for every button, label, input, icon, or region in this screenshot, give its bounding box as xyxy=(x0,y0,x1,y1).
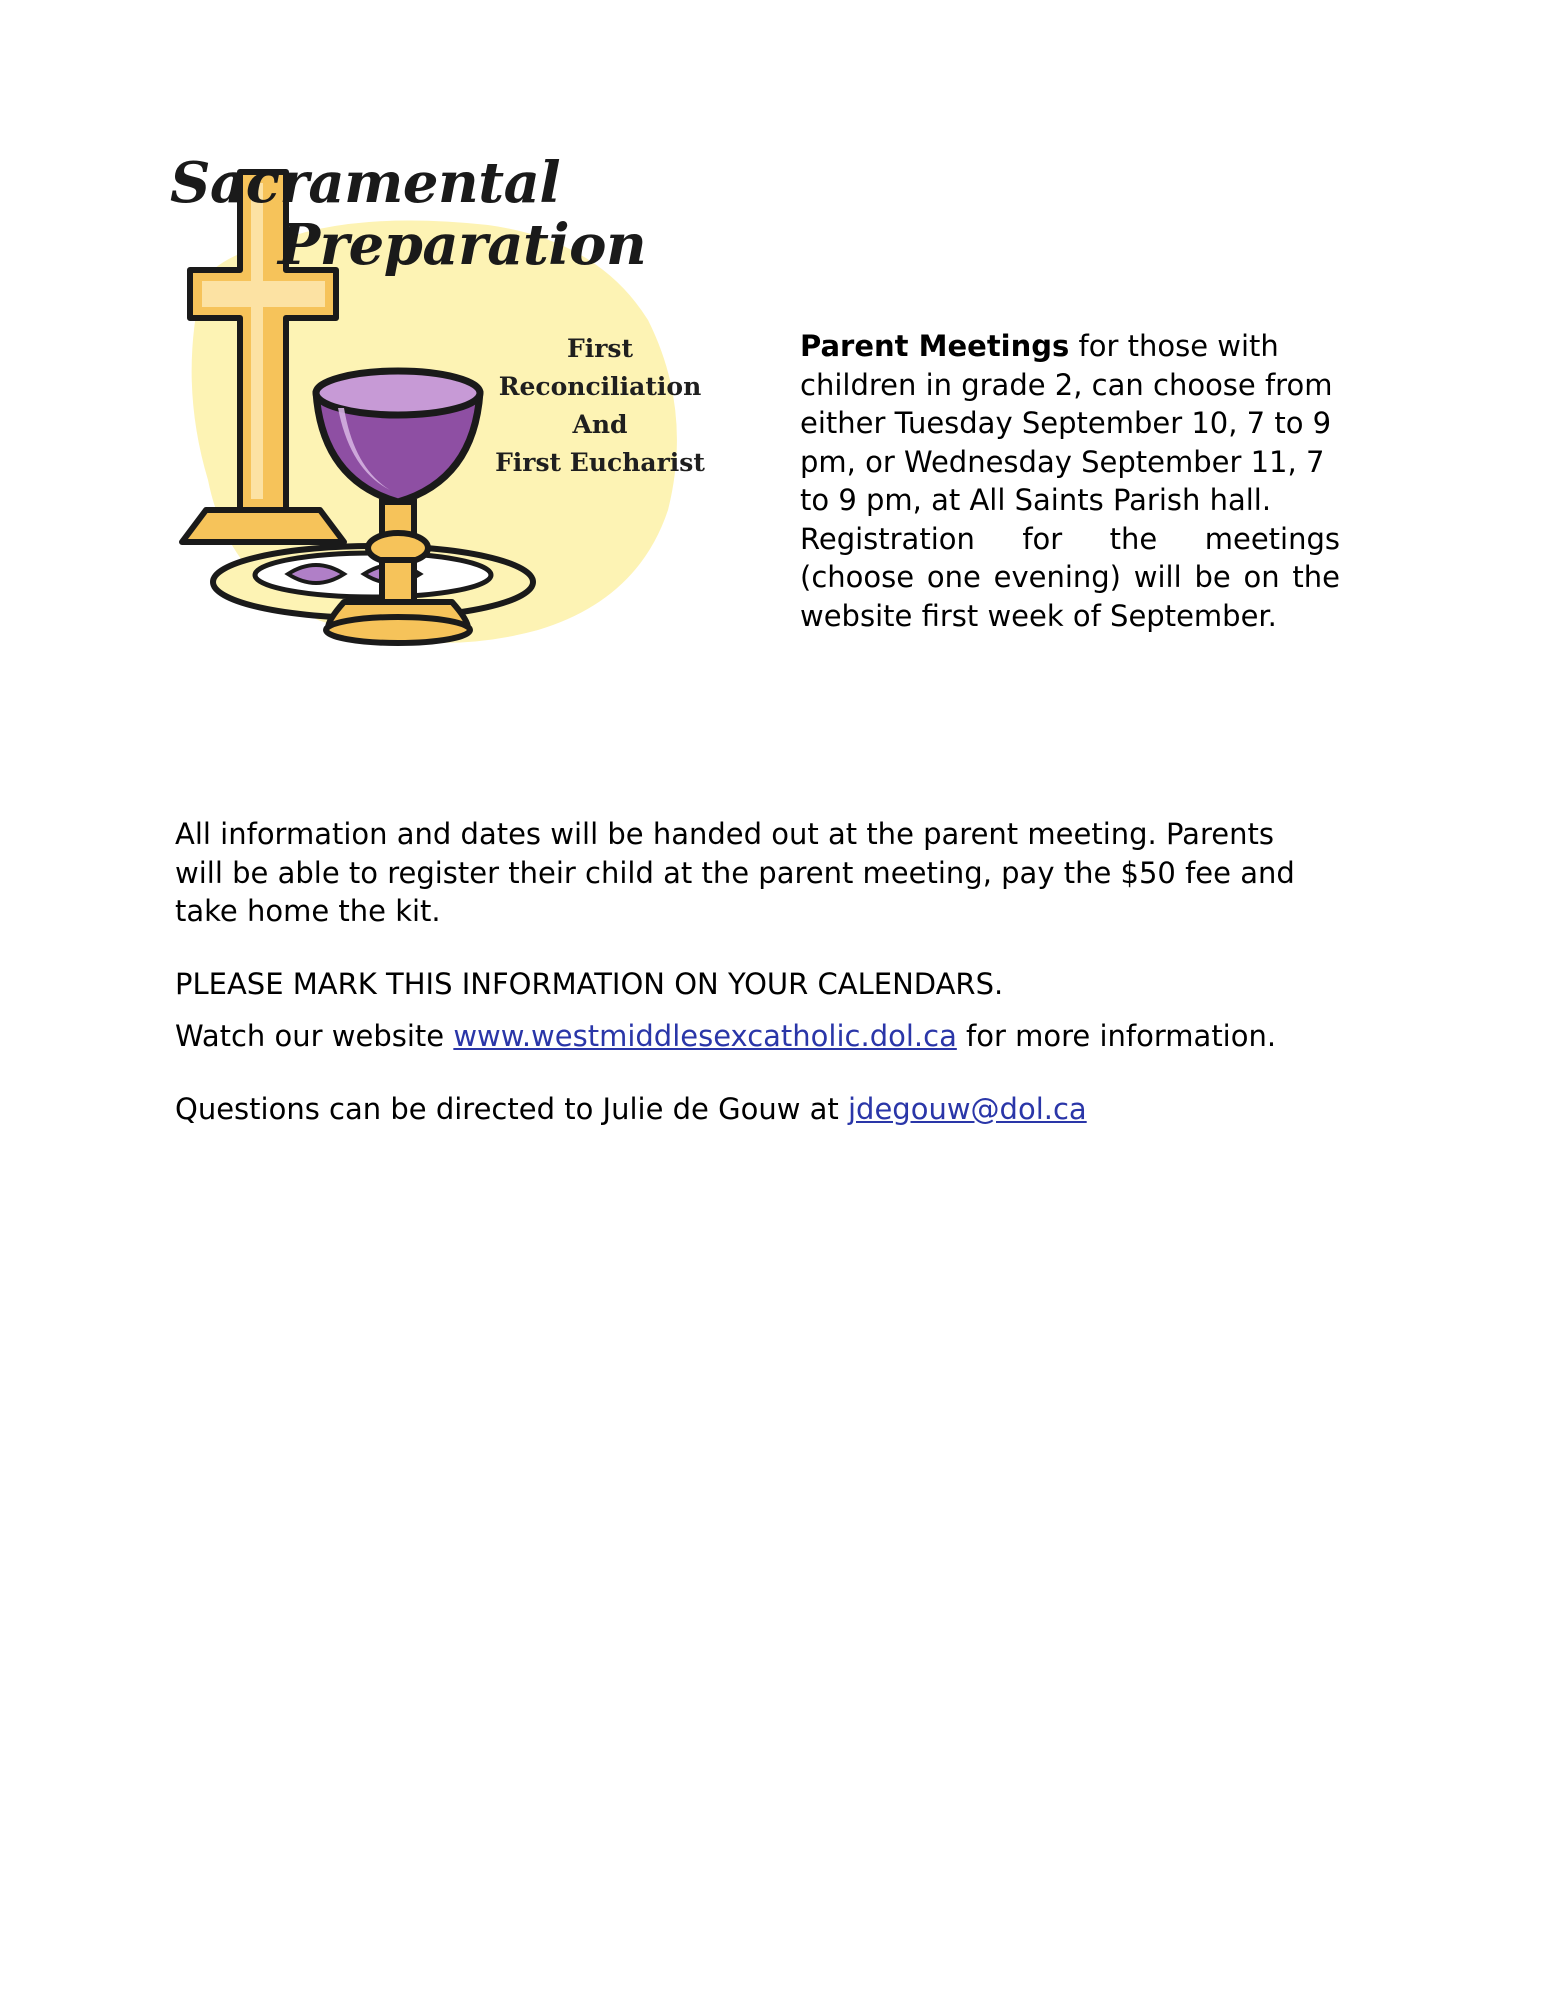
parent-meetings-heading: Parent Meetings xyxy=(800,329,1070,363)
body-text-block xyxy=(175,815,1330,1128)
caption-line-first: First xyxy=(566,334,634,363)
watch-suffix-text: for more information. xyxy=(956,1019,1277,1054)
questions-prefix-text: Questions can be directed to Julie de Gouw at xyxy=(175,1091,848,1126)
body-paragraph-questions xyxy=(175,1090,1330,1129)
body-paragraph-website xyxy=(175,1017,1330,1056)
parent-meetings-paragraph xyxy=(800,327,1340,520)
watch-prefix-text: Watch our website xyxy=(175,1019,454,1054)
body-paragraph-calendar-notice: PLEASE MARK THIS INFORMATION ON YOUR CALENDARS. xyxy=(175,966,1004,1001)
graphic-title-line1: Sacramental xyxy=(170,150,561,216)
caption-line-and: And xyxy=(572,410,628,439)
caption-line-reconciliation: Reconciliation xyxy=(498,372,702,401)
spacer-3 xyxy=(175,1056,1330,1090)
spacer-1 xyxy=(175,931,1330,965)
sacramental-preparation-graphic xyxy=(168,150,798,670)
spacer-2 xyxy=(175,1003,1330,1017)
graphic-caption xyxy=(430,330,770,482)
email-link[interactable]: jdegouw@dol.ca xyxy=(848,1091,1087,1126)
caption-line-first-eucharist: First Eucharist xyxy=(495,448,705,477)
body-paragraph-info: All information and dates will be handed out at the parent meeting. Parents will be able to register their child at the parent meeting, pay the $50 fee and take home the kit. xyxy=(175,817,1295,929)
registration-paragraph: Registration for the meetings (choose one evening) will be on the website first week of September. xyxy=(800,521,1340,633)
parent-meetings-column xyxy=(800,327,1340,636)
website-link[interactable]: www.westmiddlesexcatholic.dol.ca xyxy=(453,1019,957,1054)
graphic-title-line2: Preparation xyxy=(278,212,647,278)
parent-meetings-detail: for those with children in grade 2, can choose from either Tuesday September 10, 7 to 9 pm, or Wednesday September 11, 7 to 9 pm, at All Saints Parish hall. xyxy=(800,329,1333,518)
